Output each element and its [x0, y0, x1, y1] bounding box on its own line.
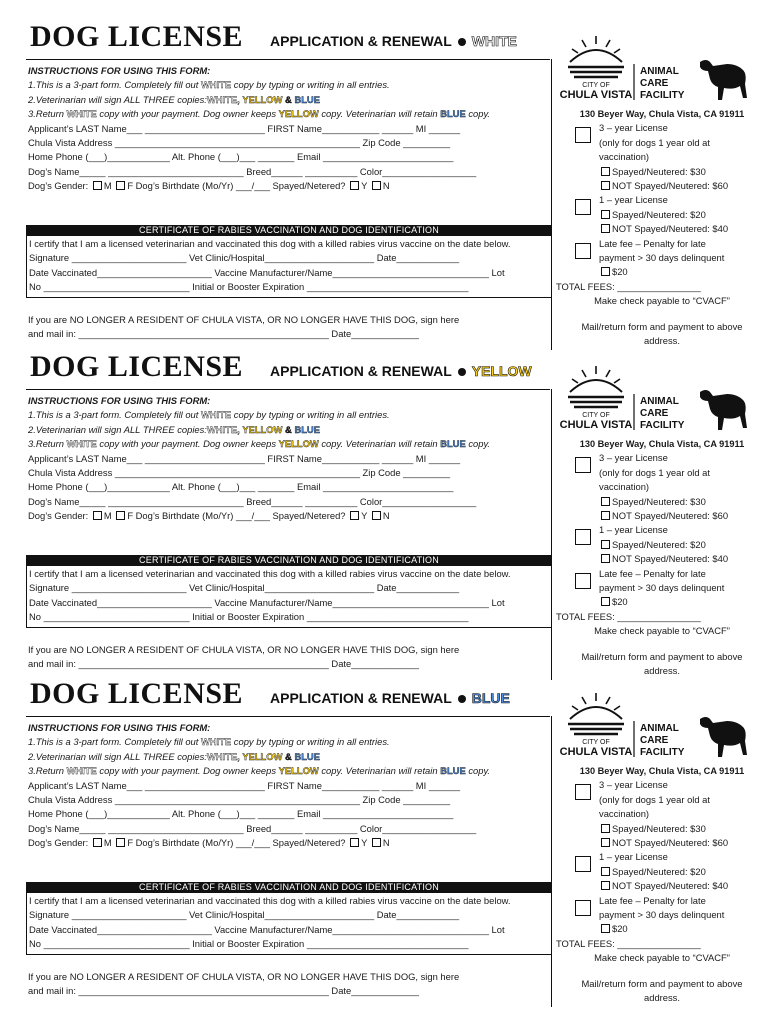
facility-address: 130 Beyer Way, Chula Vista, CA 91911: [579, 439, 745, 449]
dog-silhouette-icon: [700, 60, 747, 100]
sun-rays-icon: [568, 366, 624, 407]
dog-silhouette-icon: [700, 717, 747, 757]
bullet-dot-icon: [458, 695, 466, 703]
phone-email-field[interactable]: Home Phone (___)____________ Alt. Phone (___)___ _______ Email _________________________: [28, 151, 454, 163]
late-fee-amount: $20: [554, 922, 770, 936]
form-title: DOG LICENSE: [30, 20, 244, 53]
spayed-yes-checkbox[interactable]: [350, 511, 359, 520]
one-year-spayed: Spayed/Neutered: $20: [554, 865, 770, 879]
three-year-not-spayed-checkbox[interactable]: [601, 511, 610, 520]
one-year-not-spayed: NOT Spayed/Neutered: $40: [554, 879, 770, 893]
applicant-section: [28, 721, 552, 851]
dog-name-field[interactable]: Dog’s Name_____ __________________________ Breed______ __________ Color__________________: [28, 822, 477, 834]
bullet-dot-icon: [458, 368, 466, 376]
column-divider: [551, 716, 552, 1007]
gender-m-checkbox[interactable]: [93, 838, 102, 847]
no-longer-line: If you are NO LONGER A RESIDENT OF CHULA VISTA, OR NO LONGER HAVE THIS DOG, sign here: [28, 971, 460, 982]
signature-field[interactable]: Signature ______________________ Vet Clinic/Hospital_____________________ Date____________: [29, 909, 460, 921]
mail-return-note-2: address.: [644, 335, 680, 347]
instruction-1: 1.This is a 3-part form. Completely fill out WHITE copy by typing or writing in all entries.: [28, 736, 390, 748]
one-year-spayed-checkbox[interactable]: [601, 867, 610, 876]
subtitle-prefix: APPLICATION & RENEWAL: [270, 690, 452, 706]
mail-in-field[interactable]: and mail in: ________________________________________________ Date_____________: [28, 985, 420, 997]
column-divider: [551, 59, 552, 350]
svg-text:ANIMAL: ANIMAL: [640, 723, 679, 734]
certificate-box: [26, 236, 552, 298]
gender-m-checkbox[interactable]: [93, 181, 102, 190]
fees-section: [554, 764, 770, 1006]
dog-license-form-white: [0, 20, 770, 350]
late-fee-amount-checkbox[interactable]: [601, 924, 610, 933]
dog-license-form-yellow: [0, 350, 770, 680]
svg-text:CHULA VISTA: CHULA VISTA: [560, 419, 633, 431]
form-subtitle: [270, 363, 532, 379]
instruction-2: 2.Veterinarian will sign ALL THREE copies:WHITE, YELLOW & BLUE: [28, 93, 320, 105]
phone-email-field[interactable]: Home Phone (___)____________ Alt. Phone (___)___ _______ Email _________________________: [28, 808, 454, 820]
subtitle-prefix: APPLICATION & RENEWAL: [270, 363, 452, 379]
gender-row: Dog’s Gender: M F Dog’s Birthdate (Mo/Yr) ___/___ Spayed/Netered? Y N: [28, 510, 390, 522]
one-year-spayed-checkbox[interactable]: [601, 210, 610, 219]
gender-row: Dog’s Gender: M F Dog’s Birthdate (Mo/Yr) ___/___ Spayed/Netered? Y N: [28, 180, 390, 192]
one-year-checkbox[interactable]: [575, 199, 591, 215]
mail-in-field[interactable]: and mail in: ________________________________________________ Date_____________: [28, 328, 420, 340]
address-field[interactable]: Chula Vista Address _______________________________________________ Zip Code _________: [28, 467, 451, 479]
one-year-not-spayed-checkbox[interactable]: [601, 224, 610, 233]
three-year-not-spayed: NOT Spayed/Neutered: $60: [554, 179, 770, 193]
option-3-year: 3 – year License (only for dogs 1 year old at vaccination): [554, 121, 770, 164]
gender-row: Dog’s Gender: M F Dog’s Birthdate (Mo/Yr) ___/___ Spayed/Netered? Y N: [28, 837, 390, 849]
sun-rays-icon: [568, 693, 624, 734]
chula-vista-acf-logo: [560, 34, 760, 102]
mail-return-note-2: address.: [644, 992, 680, 1004]
chula-vista-acf-logo: [560, 364, 760, 432]
one-year-not-spayed-checkbox[interactable]: [601, 881, 610, 890]
instructions-heading: INSTRUCTIONS FOR USING THIS FORM:: [28, 722, 211, 733]
three-year-not-spayed-checkbox[interactable]: [601, 181, 610, 190]
instruction-1: 1.This is a 3-part form. Completely fill out WHITE copy by typing or writing in all entries.: [28, 409, 390, 421]
mail-return-note: Mail/return form and payment to above: [581, 650, 743, 662]
svg-text:CARE: CARE: [640, 735, 669, 746]
form-subtitle: [270, 33, 517, 49]
three-year-spayed: Spayed/Neutered: $30: [554, 495, 770, 509]
no-longer-section: [28, 643, 552, 672]
header-rule: [26, 59, 550, 60]
certificate-statement: I certify that I am a licensed veterinarian and vaccinated this dog with a killed rabies virus vaccine on the date below.: [29, 238, 511, 249]
applicant-name-field[interactable]: Applicant’s LAST Name___ _______________________ FIRST Name___________ ______ MI ______: [28, 122, 461, 134]
mail-return-note-2: address.: [644, 665, 680, 677]
vaccinated-field[interactable]: Date Vaccinated______________________ Vaccine Manufacturer/Name______________________________ Lot: [29, 266, 505, 278]
dog-license-form-blue: [0, 677, 770, 1007]
instructions-heading: INSTRUCTIONS FOR USING THIS FORM:: [28, 395, 211, 406]
late-fee-amount-checkbox[interactable]: [601, 597, 610, 606]
one-year-not-spayed: NOT Spayed/Neutered: $40: [554, 222, 770, 236]
dog-silhouette-icon: [700, 390, 747, 430]
instruction-3: 3.Return WHITE copy with your payment. Dog owner keeps YELLOW copy. Veterinarian will retain BLUE copy.: [28, 108, 491, 120]
vaccinated-field[interactable]: Date Vaccinated______________________ Vaccine Manufacturer/Name______________________________ Lot: [29, 923, 505, 935]
late-fee-amount: $20: [554, 265, 770, 279]
three-year-not-spayed: NOT Spayed/Neutered: $60: [554, 836, 770, 850]
instructions-heading: INSTRUCTIONS FOR USING THIS FORM:: [28, 65, 211, 76]
instruction-3: 3.Return WHITE copy with your payment. Dog owner keeps YELLOW copy. Veterinarian will retain BLUE copy.: [28, 438, 491, 450]
address-field[interactable]: Chula Vista Address _______________________________________________ Zip Code _________: [28, 137, 451, 149]
expiration-field[interactable]: No ____________________________ Initial or Booster Expiration _______________________________: [29, 611, 469, 623]
form-title: DOG LICENSE: [30, 350, 244, 383]
form-subtitle: [270, 690, 510, 706]
total-fees-field[interactable]: TOTAL FEES: ________________: [556, 937, 701, 949]
payable-note: Make check payable to “CVACF”: [594, 952, 730, 964]
dog-name-field[interactable]: Dog’s Name_____ __________________________ Breed______ __________ Color__________________: [28, 495, 477, 507]
svg-text:CARE: CARE: [640, 78, 669, 89]
facility-address: 130 Beyer Way, Chula Vista, CA 91911: [579, 109, 745, 119]
instruction-2: 2.Veterinarian will sign ALL THREE copies:WHITE, YELLOW & BLUE: [28, 423, 320, 435]
svg-text:CITY OF: CITY OF: [582, 82, 610, 89]
svg-text:CITY OF: CITY OF: [582, 739, 610, 746]
no-longer-line: If you are NO LONGER A RESIDENT OF CHULA VISTA, OR NO LONGER HAVE THIS DOG, sign here: [28, 314, 460, 325]
signature-field[interactable]: Signature ______________________ Vet Clinic/Hospital_____________________ Date____________: [29, 582, 460, 594]
copy-label: WHITE: [471, 33, 517, 49]
instruction-1: 1.This is a 3-part form. Completely fill out WHITE copy by typing or writing in all entries.: [28, 79, 390, 91]
spayed-no-checkbox[interactable]: [372, 181, 381, 190]
three-year-spayed: Spayed/Neutered: $30: [554, 165, 770, 179]
gender-f-checkbox[interactable]: [116, 511, 125, 520]
svg-text:CHULA VISTA: CHULA VISTA: [560, 746, 633, 758]
expiration-field[interactable]: No ____________________________ Initial or Booster Expiration _______________________________: [29, 281, 469, 293]
certificate-statement: I certify that I am a licensed veterinarian and vaccinated this dog with a killed rabies virus vaccine on the date below.: [29, 895, 511, 906]
option-late-fee: Late fee – Penalty for late payment > 30 days delinquent: [554, 237, 770, 266]
option-1-year: 1 – year License: [554, 850, 770, 864]
late-fee-checkbox[interactable]: [575, 573, 591, 589]
spayed-yes-checkbox[interactable]: [350, 838, 359, 847]
payable-note: Make check payable to “CVACF”: [594, 625, 730, 637]
fees-section: [554, 437, 770, 679]
expiration-field[interactable]: No ____________________________ Initial or Booster Expiration _______________________________: [29, 938, 469, 950]
three-year-not-spayed-checkbox[interactable]: [601, 838, 610, 847]
header-rule: [26, 716, 550, 717]
one-year-spayed: Spayed/Neutered: $20: [554, 208, 770, 222]
address-field[interactable]: Chula Vista Address _______________________________________________ Zip Code _________: [28, 794, 451, 806]
certificate-box: [26, 566, 552, 628]
signature-field[interactable]: Signature ______________________ Vet Clinic/Hospital_____________________ Date____________: [29, 252, 460, 264]
certificate-header: CERTIFICATE OF RABIES VACCINATION AND DOG IDENTIFICATION: [26, 882, 552, 893]
sun-rays-icon: [568, 36, 624, 77]
one-year-spayed: Spayed/Neutered: $20: [554, 538, 770, 552]
option-3-year: 3 – year License (only for dogs 1 year old at vaccination): [554, 778, 770, 821]
svg-text:CARE: CARE: [640, 408, 669, 419]
spayed-no-checkbox[interactable]: [372, 511, 381, 520]
column-divider: [551, 389, 552, 680]
option-3-year: 3 – year License (only for dogs 1 year old at vaccination): [554, 451, 770, 494]
one-year-not-spayed: NOT Spayed/Neutered: $40: [554, 552, 770, 566]
total-fees-field[interactable]: TOTAL FEES: ________________: [556, 610, 701, 622]
gender-f-checkbox[interactable]: [116, 181, 125, 190]
option-1-year: 1 – year License: [554, 523, 770, 537]
instruction-3: 3.Return WHITE copy with your payment. Dog owner keeps YELLOW copy. Veterinarian will retain BLUE copy.: [28, 765, 491, 777]
dog-name-field[interactable]: Dog’s Name_____ __________________________ Breed______ __________ Color__________________: [28, 165, 477, 177]
no-longer-section: [28, 313, 552, 342]
chula-vista-acf-logo: [560, 691, 760, 759]
one-year-checkbox[interactable]: [575, 856, 591, 872]
mail-in-field[interactable]: and mail in: ________________________________________________ Date_____________: [28, 658, 420, 670]
svg-text:CHULA VISTA: CHULA VISTA: [560, 89, 633, 101]
certificate-box: [26, 893, 552, 955]
late-fee-amount: $20: [554, 595, 770, 609]
three-year-spayed: Spayed/Neutered: $30: [554, 822, 770, 836]
payable-note: Make check payable to “CVACF”: [594, 295, 730, 307]
bullet-dot-icon: [458, 38, 466, 46]
form-title: DOG LICENSE: [30, 677, 244, 710]
late-fee-amount-checkbox[interactable]: [601, 267, 610, 276]
instruction-2: 2.Veterinarian will sign ALL THREE copies:WHITE, YELLOW & BLUE: [28, 750, 320, 762]
vaccinated-field[interactable]: Date Vaccinated______________________ Vaccine Manufacturer/Name______________________________ Lot: [29, 596, 505, 608]
one-year-not-spayed-checkbox[interactable]: [601, 554, 610, 563]
three-year-spayed-checkbox[interactable]: [601, 824, 610, 833]
option-late-fee: Late fee – Penalty for late payment > 30 days delinquent: [554, 894, 770, 923]
svg-text:ANIMAL: ANIMAL: [640, 66, 679, 77]
three-year-checkbox[interactable]: [575, 784, 591, 800]
spayed-yes-checkbox[interactable]: [350, 181, 359, 190]
total-fees-field[interactable]: TOTAL FEES: ________________: [556, 280, 701, 292]
copy-label: BLUE: [471, 690, 510, 706]
mail-return-note: Mail/return form and payment to above: [581, 320, 743, 332]
no-longer-section: [28, 970, 552, 999]
applicant-name-field[interactable]: Applicant’s LAST Name___ _______________________ FIRST Name___________ ______ MI ______: [28, 452, 461, 464]
one-year-spayed-checkbox[interactable]: [601, 540, 610, 549]
subtitle-prefix: APPLICATION & RENEWAL: [270, 33, 452, 49]
option-late-fee: Late fee – Penalty for late payment > 30 days delinquent: [554, 567, 770, 596]
certificate-statement: I certify that I am a licensed veterinarian and vaccinated this dog with a killed rabies virus vaccine on the date below.: [29, 568, 511, 579]
applicant-section: [28, 394, 552, 524]
header-rule: [26, 389, 550, 390]
svg-text:FACILITY: FACILITY: [640, 420, 685, 431]
three-year-checkbox[interactable]: [575, 127, 591, 143]
three-year-not-spayed: NOT Spayed/Neutered: $60: [554, 509, 770, 523]
spayed-no-checkbox[interactable]: [372, 838, 381, 847]
svg-text:CITY OF: CITY OF: [582, 412, 610, 419]
gender-f-checkbox[interactable]: [116, 838, 125, 847]
three-year-spayed-checkbox[interactable]: [601, 167, 610, 176]
three-year-checkbox[interactable]: [575, 457, 591, 473]
certificate-header: CERTIFICATE OF RABIES VACCINATION AND DOG IDENTIFICATION: [26, 555, 552, 566]
three-year-spayed-checkbox[interactable]: [601, 497, 610, 506]
svg-text:FACILITY: FACILITY: [640, 747, 685, 758]
svg-text:FACILITY: FACILITY: [640, 90, 685, 101]
option-1-year: 1 – year License: [554, 193, 770, 207]
late-fee-checkbox[interactable]: [575, 243, 591, 259]
facility-address: 130 Beyer Way, Chula Vista, CA 91911: [579, 766, 745, 776]
gender-m-checkbox[interactable]: [93, 511, 102, 520]
phone-email-field[interactable]: Home Phone (___)____________ Alt. Phone (___)___ _______ Email _________________________: [28, 481, 454, 493]
fees-section: [554, 107, 770, 349]
applicant-section: [28, 64, 552, 194]
svg-text:ANIMAL: ANIMAL: [640, 396, 679, 407]
late-fee-checkbox[interactable]: [575, 900, 591, 916]
certificate-header: CERTIFICATE OF RABIES VACCINATION AND DOG IDENTIFICATION: [26, 225, 552, 236]
copy-label: YELLOW: [471, 363, 532, 379]
one-year-checkbox[interactable]: [575, 529, 591, 545]
no-longer-line: If you are NO LONGER A RESIDENT OF CHULA VISTA, OR NO LONGER HAVE THIS DOG, sign here: [28, 644, 460, 655]
mail-return-note: Mail/return form and payment to above: [581, 977, 743, 989]
applicant-name-field[interactable]: Applicant’s LAST Name___ _______________________ FIRST Name___________ ______ MI ______: [28, 779, 461, 791]
